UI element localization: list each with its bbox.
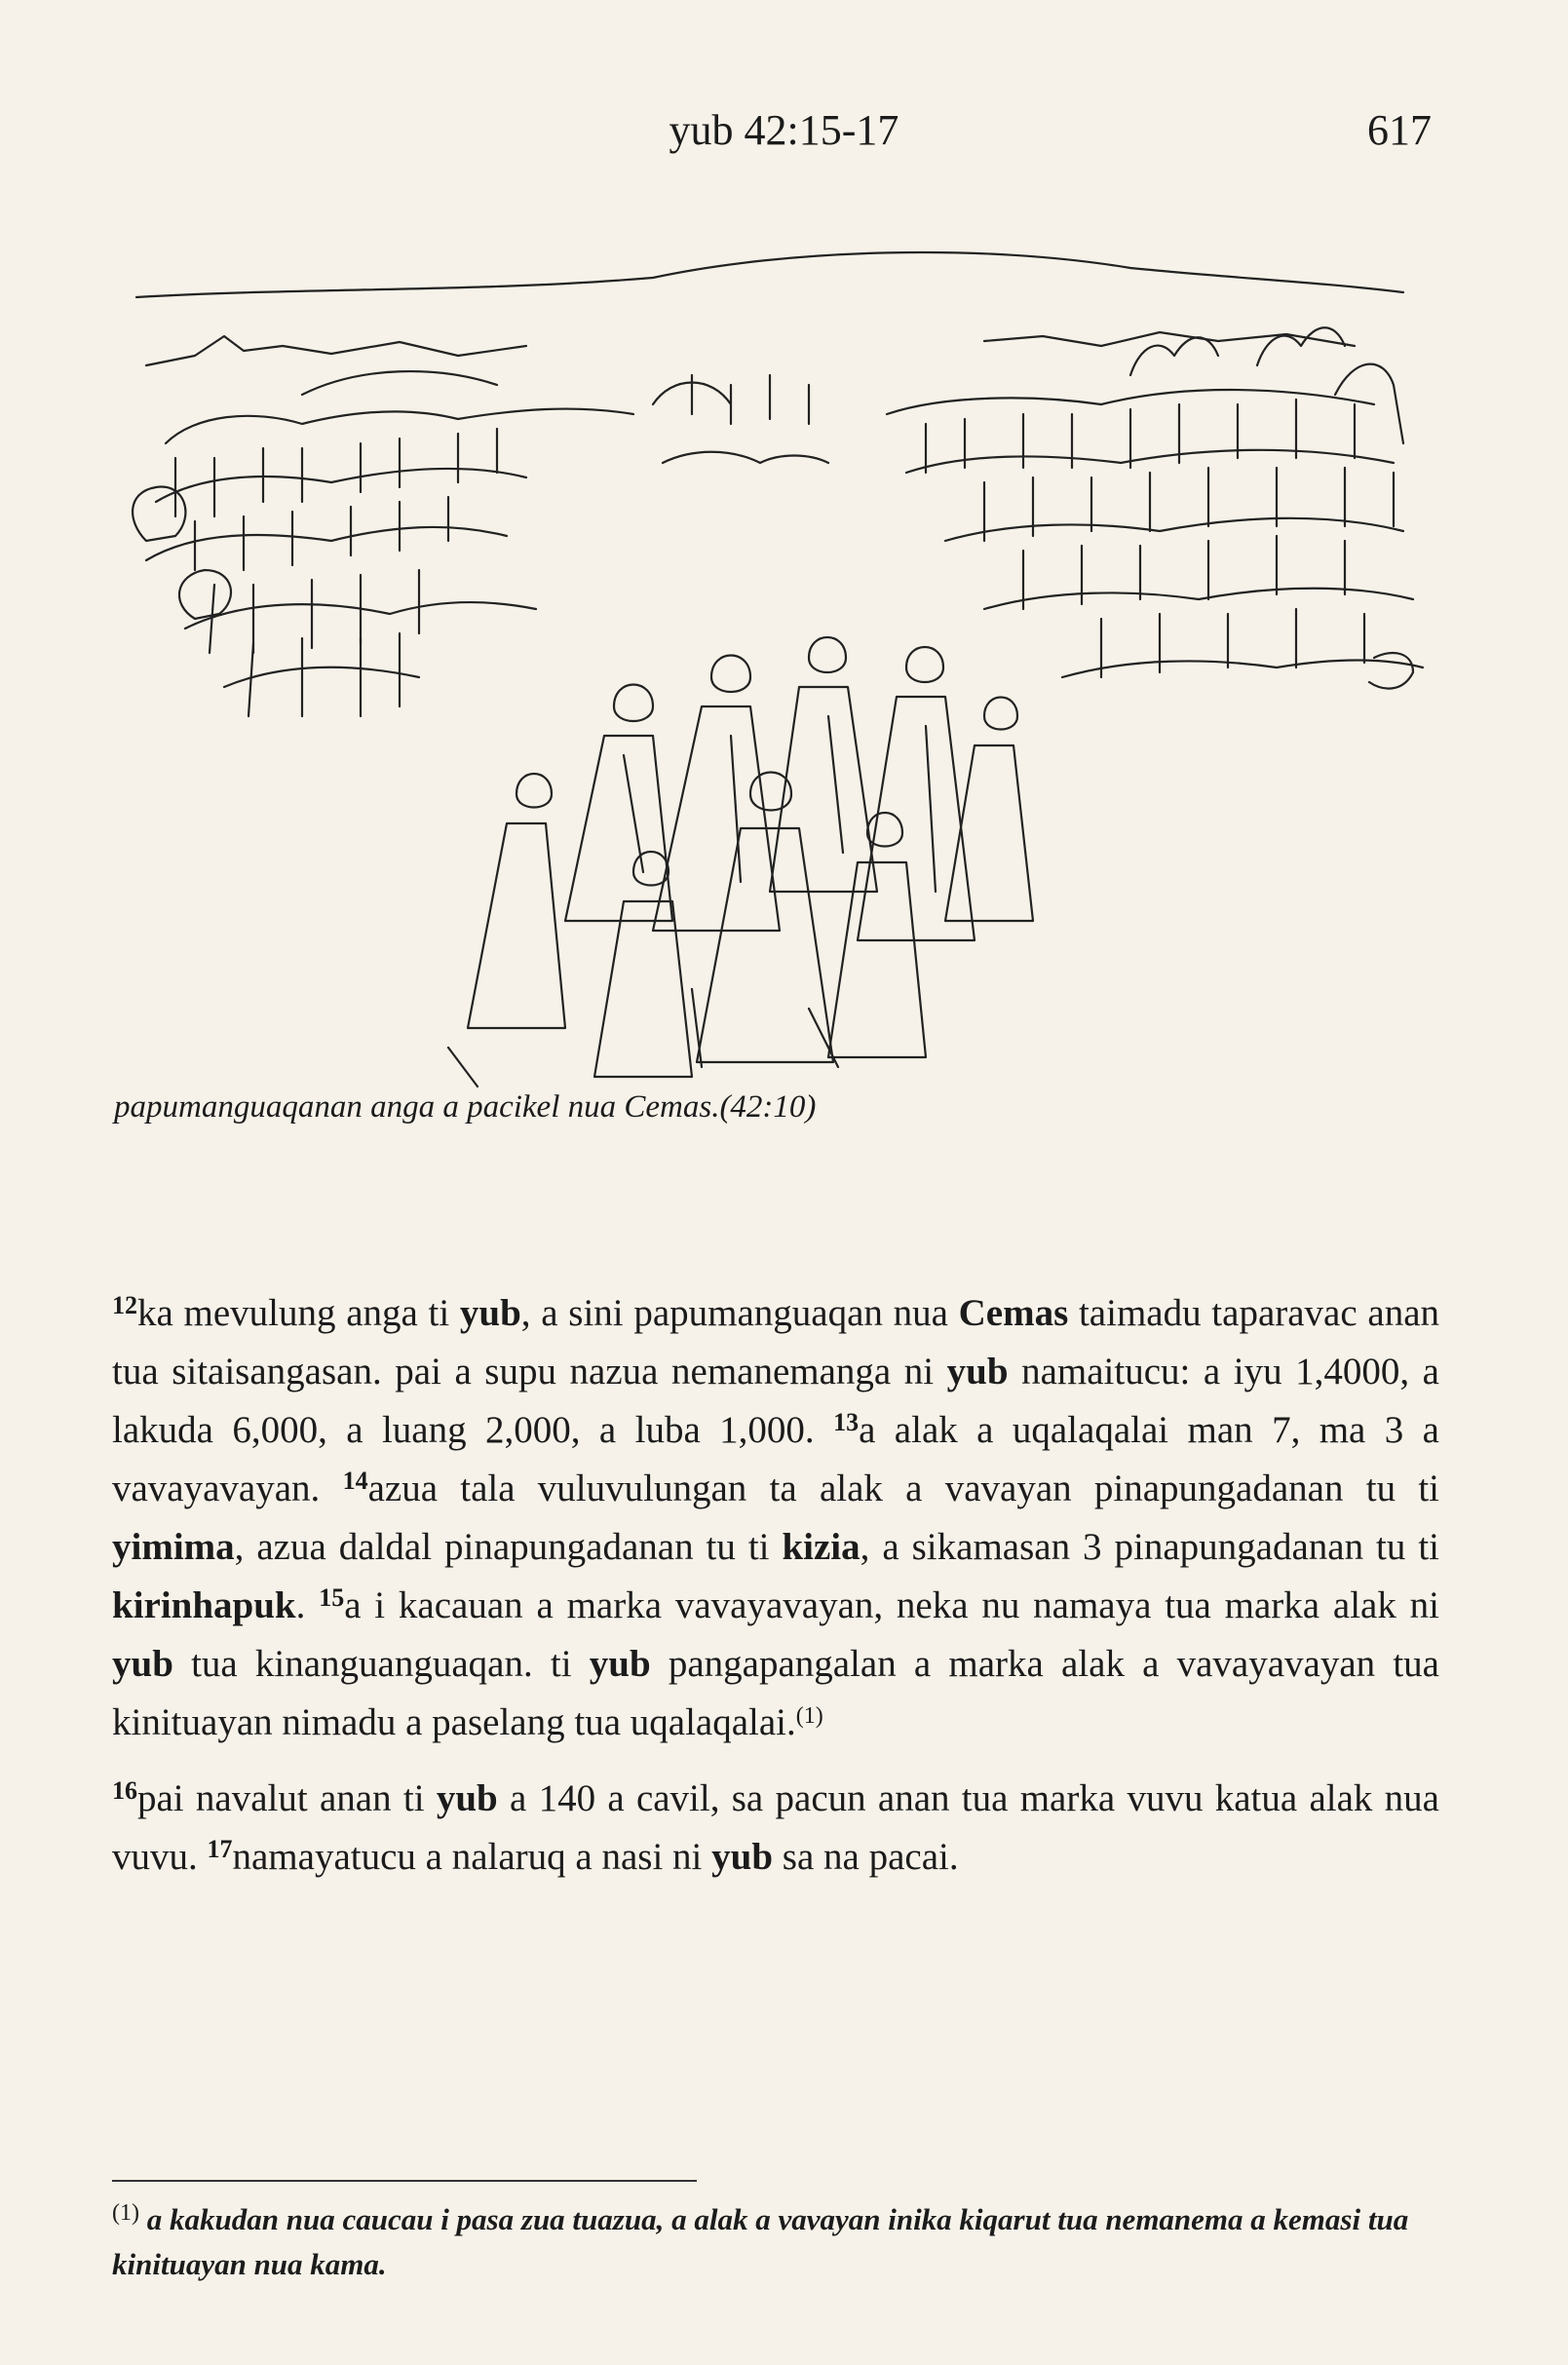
footnote-reference[interactable]: (1)	[795, 1703, 823, 1729]
verse-12: ka mevulung anga ti yub, a sini papumanguaqan nua Cemas taimadu taparavac anan tua sitaisangasan. pai a supu nazua nemanemanga ni yub namaitucu: a iyu 1,4000, a lakuda 6,000, a luang 2,000, a luba 1,000.	[112, 1292, 1439, 1451]
verse-number: 15	[319, 1583, 345, 1612]
footnote-text: a kakudan nua caucau i pasa zua tuazua, a alak a vavayan inika kiqarut tua nemanema a kemasi tua kinituayan nua kama.	[112, 2202, 1409, 2281]
paragraph	[112, 1770, 1439, 1887]
verse-13: a alak a uqalaqalai man 7, ma 3 a vavayavayan.	[112, 1409, 1439, 1509]
chapter-reference: yub 42:15-17	[669, 106, 899, 154]
verse-16: pai navalut anan ti yub a 140 a cavil, sa pacun anan tua marka vuvu katua alak nua vuvu.	[112, 1777, 1439, 1878]
verse-number: 13	[833, 1408, 860, 1436]
verse-17: namayatucu a nalaruq a nasi ni yub sa na pacai.	[232, 1836, 959, 1878]
page-number: 617	[1367, 106, 1432, 154]
verse-15: a i kacauan a marka vavayavayan, neka nu namaya tua marka alak ni yub tua kinanguanguaqan. ti yub pangapangalan a marka alak a vavayavayan tua kinituayan nimadu a paselang tua uqalaqalai.	[112, 1584, 1439, 1743]
footnote	[112, 2191, 1439, 2287]
verse-number: 16	[112, 1776, 137, 1805]
crowd-illustration	[107, 248, 1452, 1106]
illustration-caption: papumanguaqanan anga a pacikel nua Cemas.(42:10)	[114, 1089, 817, 1125]
footnote-divider	[112, 2180, 697, 2182]
running-header	[0, 105, 1568, 164]
paragraph	[112, 1284, 1439, 1752]
verse-number: 17	[207, 1835, 233, 1863]
footnote-mark: (1)	[112, 2200, 139, 2226]
verse-14: azua tala vuluvulungan ta alak a vavayan pinapungadanan tu ti yimima, azua daldal pinapungadanan tu ti kizia, a sikamasan 3 pinapungadanan tu ti kirinhapuk.	[112, 1468, 1439, 1626]
verse-text	[112, 1284, 1439, 1904]
verse-number: 12	[112, 1291, 137, 1319]
verse-number: 14	[342, 1467, 368, 1495]
